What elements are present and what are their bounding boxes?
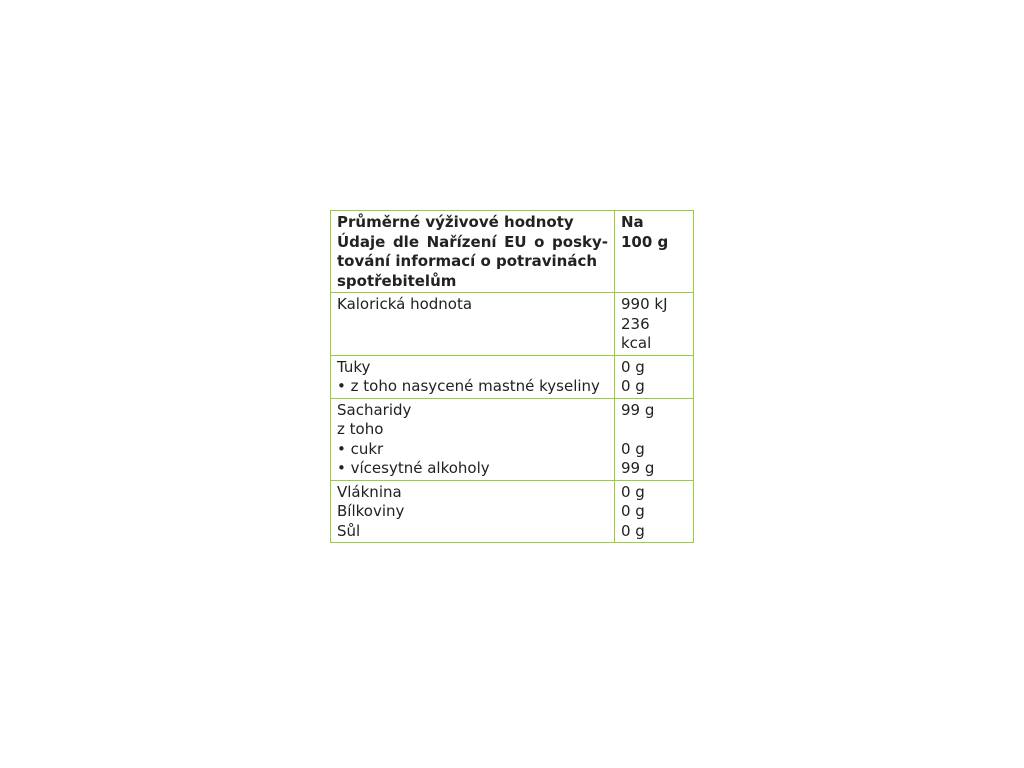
salt-value: 0 g [621,521,645,540]
carbs-label-cell [331,398,615,480]
carbs-value-cell [615,398,694,480]
polyols-value: 99 g [621,459,655,477]
protein-value: 0 g [621,502,645,520]
header-value-cell [615,211,694,293]
energy-value-cell [615,293,694,356]
table-row-fat [331,355,694,398]
fat-value-cell [615,355,694,398]
table-header-row [331,211,694,293]
other-label-cell [331,480,615,543]
polyols-label: • vícesytné alkoholy [337,459,490,477]
sugar-value: 0 g [621,439,645,458]
energy-kcal-number: 236 [621,314,650,333]
fiber-value: 0 g [621,482,645,501]
energy-kj-value: 990 kJ [621,295,668,313]
salt-label: Sůl [337,521,361,540]
fat-label-cell [331,355,615,398]
sugar-label: • cukr [337,439,384,458]
fat-value: 0 g [621,357,645,376]
fat-label: Tuky [337,357,371,376]
energy-label: Kalorická hodnota [337,295,473,313]
table-title: Průměrné výživové hodnoty [337,213,574,231]
other-value-cell [615,480,694,543]
energy-kcal-unit: kcal [621,334,652,352]
header-label-cell [331,211,615,293]
carbs-label: Sacharidy [337,400,412,419]
nutrition-table [330,210,694,543]
energy-label-cell [331,293,615,356]
saturated-fat-value: 0 g [621,377,645,395]
carbs-of-which-label: z toho [337,420,384,438]
table-row-energy [331,293,694,356]
regulation-note: Údaje dle Nařízení EU o posky-tování informací o potravinách [337,232,608,270]
spacer-line [621,420,689,440]
carbs-value: 99 g [621,400,655,419]
table-row-other [331,480,694,543]
protein-label: Bílkoviny [337,502,405,520]
table-row-carbs [331,398,694,480]
fiber-label: Vláknina [337,482,402,501]
regulation-note-end: spotřebitelům [337,271,457,290]
per-label: Na [621,213,644,231]
per-amount: 100 g [621,232,669,251]
saturated-fat-label: • z toho nasycené mastné kyseliny [337,377,600,395]
